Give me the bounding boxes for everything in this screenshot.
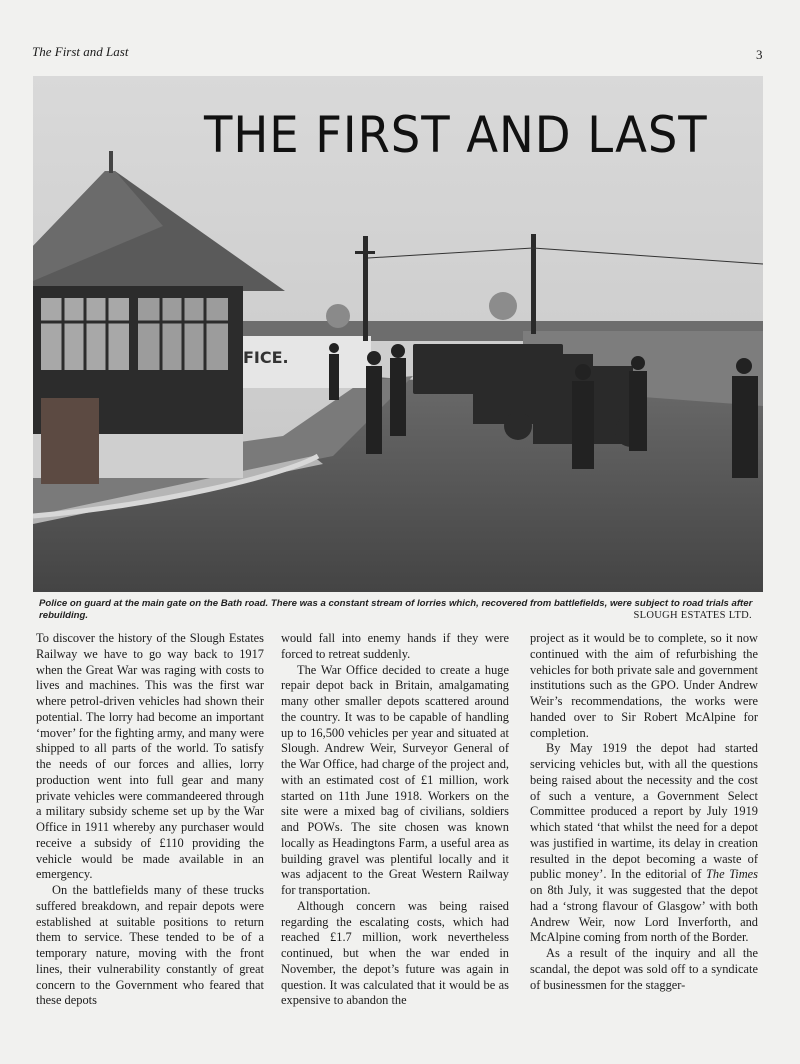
text-column-2 (281, 631, 509, 1009)
paragraph: project as it would be to complete, so it now continued with the aim of refurbishing the vehicles for both private sale and government institutions such as the GPO. Under Andrew Weir’s recommendations, the works were handed over to Sir Robert McAlpine for completion. (530, 631, 758, 740)
photo-credit: SLOUGH ESTATES LTD. (633, 610, 752, 621)
text-column-1 (36, 631, 264, 1009)
paragraph: On the battlefields many of these trucks suffered breakdown, and repair depots were established at suitable positions to return them to service. These tended to be of a temporary nature, moving with the front lines, their vulnerability constantly of great concern to the Government who feared that these depots (36, 883, 264, 1008)
wall-sign-text: FICE. (243, 348, 289, 367)
newspaper-title: The Times (705, 867, 758, 882)
text-column-3 (530, 631, 758, 993)
photo-caption: Police on guard at the main gate on the Bath road. There was a constant stream of lorries which, recovered from battlefields, were subject to road trials after rebuilding. (39, 598, 753, 621)
paragraph: Although concern was being raised regarding the escalating costs, which had reached £1.7 million, work nevertheless continued, but when the war ended in November, the depot’s future was again in question. It was calculated that it would be as expensive to abandon the (281, 898, 509, 1008)
paragraph-text: By May 1919 the depot had started servicing vehicles but, with all the questions being raised about the necessity and the cost of such a venture, a Government Select Committee produced a report by July 1919 which stated ‘that whilst the need for a depot was justified in wartime, its delay in creation resulted in the depot becoming a waste of public money’. In the editorial of (530, 741, 758, 882)
paragraph: would fall into enemy hands if they were forced to retreat suddenly. (281, 631, 509, 661)
page-number: 3 (756, 47, 763, 62)
paragraph: As a result of the inquiry and all the scandal, the depot was sold off to a syndicate of businessmen for the stagger- (530, 946, 758, 992)
paragraph-text: on 8th July, it was suggested that the depot had a ‘strong flavour of Glasgow’ with both Andrew Weir, now Lord Inverforth, and McAlpine coming from north of the Border. (530, 883, 758, 945)
paragraph (530, 741, 758, 946)
running-head: The First and Last (32, 44, 129, 59)
article-title: THE FIRST AND LAST (204, 106, 708, 164)
paragraph: To discover the history of the Slough Estates Railway we have to go way back to 1917 when the Great War was raging with costs to lives and machines. This was the first war where petrol-driven vehicles had shown their potential. The lorry had become an important ‘mover’ for the fighting army, and many were shipped to all parts of the world. To satisfy the needs of our forces and allies, lorry production went into full gear and many private vehicles were commandeered through a military subsidy scheme set up by the War Office in 1911 whereby any purchaser would receive a subsidy of £110 providing the vehicle would be made available in an emergency. (36, 631, 264, 882)
paragraph: The War Office decided to create a huge repair depot back in Britain, amalgamating many other smaller depots scattered around the country. It was to be capable of handling up to 16,500 vehicles per year and situated at Slough. Andrew Weir, Surveyor General of the War Office, had charge of the project and, with an estimated cost of £1 million, work started on 11th June 1918. Workers on the site were a mixed bag of civilians, soldiers and POWs. The site chosen was known locally as Headingtons Farm, a useful area as building gravel was plentiful locally and it was adjacent to the Great Western Railway for transportation. (281, 662, 509, 897)
